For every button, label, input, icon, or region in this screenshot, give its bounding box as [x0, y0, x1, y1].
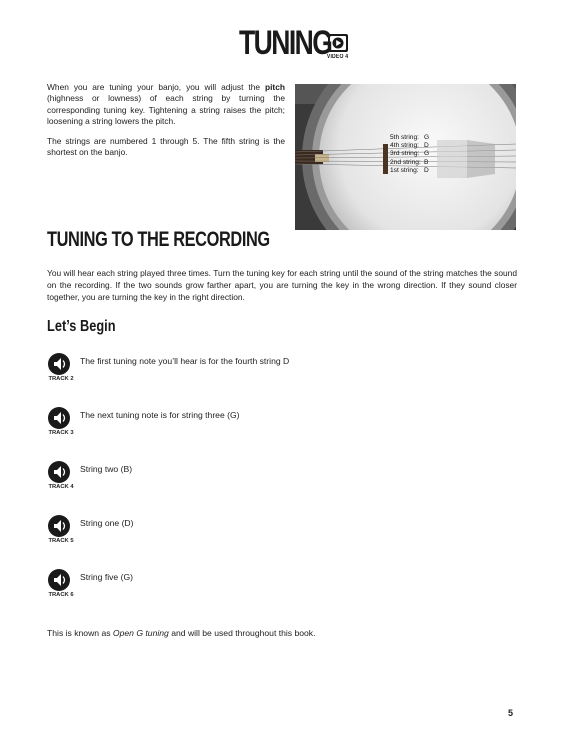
intro-p1-after: (highness or lowness) of each string by turning the corresponding tuning key. Tightening a string raises the pitch; loosening a string lowers the pitch.: [47, 93, 285, 127]
closing-before: This is known as: [47, 628, 113, 638]
intro-text: [47, 82, 285, 166]
string-label-3: 3rd string: G: [390, 150, 430, 158]
track-label: TRACK 2: [48, 376, 74, 382]
track-row[interactable]: [47, 352, 517, 392]
speaker-icon[interactable]: [47, 514, 73, 538]
intro-paragraph-2: The strings are numbered 1 through 5. The fifth string is the shortest on the banjo.: [47, 135, 285, 158]
closing-text: [47, 628, 316, 638]
title-row: [0, 26, 563, 60]
track-text: The first tuning note you’ll hear is for the fourth string D: [80, 356, 290, 366]
speaker-icon[interactable]: [47, 460, 73, 484]
track-row[interactable]: [47, 514, 517, 554]
speaker-icon[interactable]: [47, 406, 73, 430]
video-label: VIDEO 4: [327, 54, 349, 60]
track-label: TRACK 3: [48, 430, 74, 436]
track-text: String one (D): [80, 518, 134, 528]
track-row[interactable]: [47, 460, 517, 500]
track-label: TRACK 5: [48, 538, 74, 544]
track-row[interactable]: [47, 406, 517, 446]
speaker-icon[interactable]: [47, 568, 73, 592]
string-label-4: 4th string: D: [390, 142, 429, 150]
string-labels: [390, 134, 429, 175]
track-row[interactable]: [47, 568, 517, 608]
string-label-2: 2nd string: B: [390, 158, 429, 166]
closing-italic: Open G tuning: [112, 628, 169, 638]
intro-p1-bold: pitch: [264, 82, 285, 92]
track-text: String two (B): [80, 464, 133, 474]
string-label-1: 1st string: D: [390, 166, 429, 174]
section-paragraph: You will hear each string played three times. Turn the tuning key for each string until the sound of the string matches the sound on the recording. If the two sounds grow farther apart, you are turning the key in the wrong direction. If they sound closer together, you are turning the key in the right direction.: [47, 268, 517, 302]
speaker-icon[interactable]: [47, 352, 73, 376]
subheading: Let’s Begin: [47, 318, 116, 335]
track-label: TRACK 4: [48, 484, 74, 490]
intro-paragraph-1: [47, 82, 285, 128]
intro-p1-before: When you are tuning your banjo, you will adjust the: [47, 82, 265, 92]
track-text: String five (G): [80, 572, 134, 582]
section-heading: TUNING TO THE RECORDING: [47, 228, 270, 251]
string-label-5: 5th string: G: [390, 134, 430, 141]
page-number: 5: [508, 708, 514, 718]
track-text: The next tuning note is for string three (G): [80, 410, 240, 420]
closing-after: and will be used throughout this book.: [168, 628, 316, 638]
page-title: TUNING: [238, 24, 332, 62]
track-label: TRACK 6: [48, 592, 74, 598]
